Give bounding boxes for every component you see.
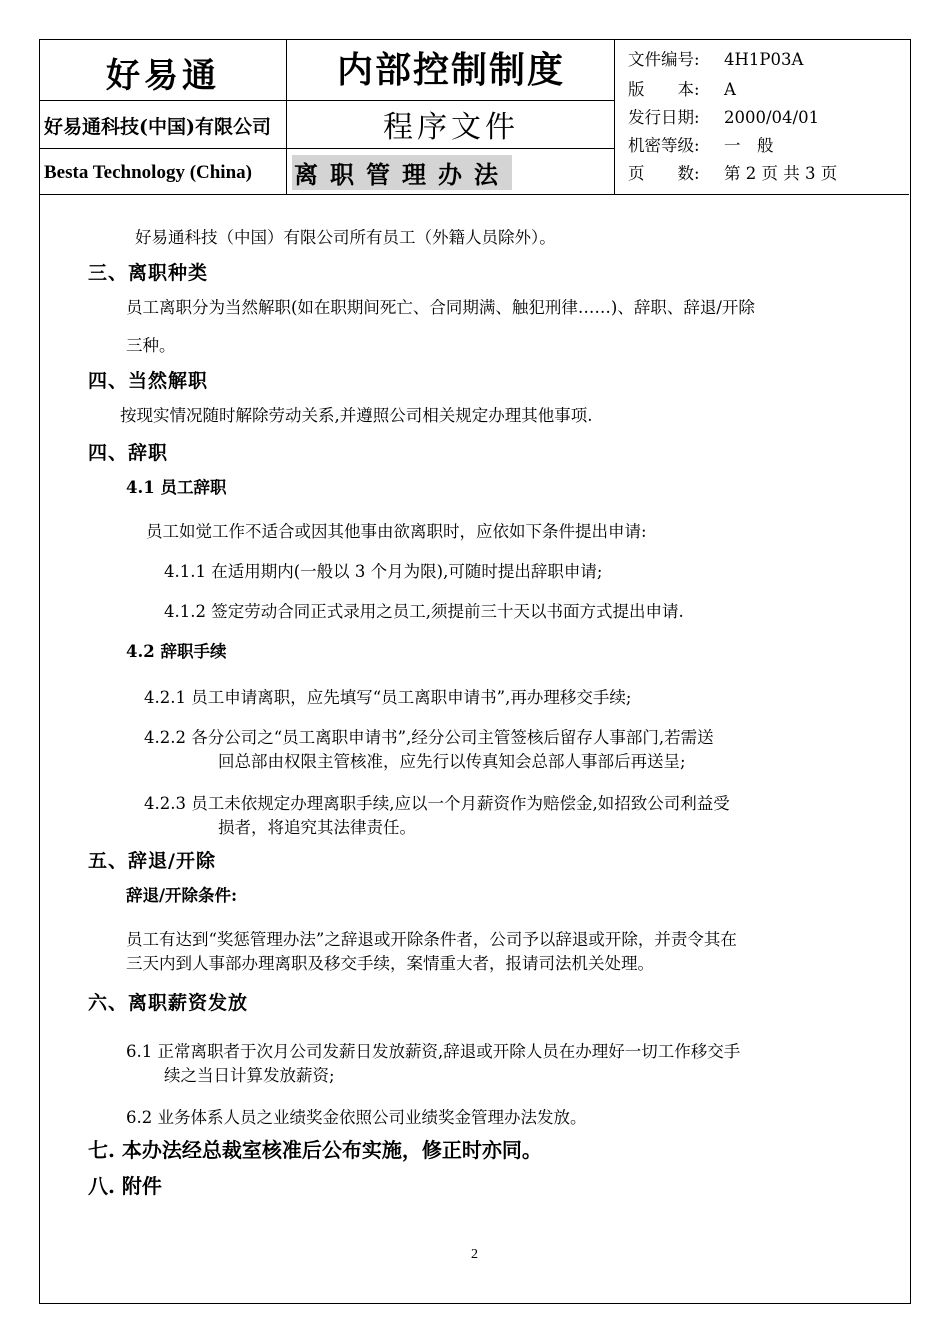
section-heading: 七. 本办法经总裁室核准后公布实施，修正时亦同。	[88, 1138, 542, 1162]
meta-confidentiality: 机密等级: 一 般	[628, 136, 774, 155]
subsection-heading: 辞退/开除条件:	[126, 886, 238, 905]
list-item-continuation: 回总部由权限主管核准，应先行以传真知会总部人事部后再送呈;	[218, 752, 686, 771]
header-divider	[614, 40, 615, 194]
section-heading: 六、离职薪资发放	[88, 992, 249, 1014]
list-item: 4.1.1 在适用期内(一般以 3 个月为限),可随时提出辞职申请;	[164, 562, 603, 581]
header-rule	[40, 100, 286, 101]
section-heading: 五、辞退/开除	[88, 850, 216, 872]
document-category-title: 内部控制制度	[336, 49, 565, 91]
header-rule	[40, 148, 286, 149]
brand-logo-text: 好易通	[106, 56, 220, 96]
scope-line: 好易通科技（中国）有限公司所有员工（外籍人员除外）。	[135, 228, 556, 247]
subsection-heading: 4.2 辞职手续	[126, 642, 227, 661]
header-rule	[286, 148, 614, 149]
list-item: 4.2.2 各分公司之“员工离职申请书”,经分公司主管签核后留存人事部门,若需送	[144, 728, 714, 747]
document-header	[40, 40, 909, 195]
document-name: 离职管理办法	[292, 155, 512, 190]
list-item: 4.2.1 员工申请离职，应先填写“员工离职申请书”,再办理移交手续;	[144, 688, 632, 707]
paragraph: 员工离职分为当然解职(如在职期间死亡、合同期满、触犯刑律……)、辞职、辞退/开除	[126, 298, 755, 317]
section-heading: 四、当然解职	[88, 370, 209, 392]
document-frame	[39, 39, 911, 1304]
header-rule	[286, 100, 614, 101]
document-type: 程序文件	[383, 110, 519, 145]
meta-issue-date: 发行日期: 2000/04/01	[628, 108, 820, 127]
list-item: 4.1.2 签定劳动合同正式录用之员工,须提前三十天以书面方式提出申请.	[164, 602, 684, 621]
section-heading: 三、离职种类	[88, 262, 209, 284]
meta-version: 版 本: A	[628, 80, 736, 99]
paragraph: 按现实情况随时解除劳动关系,并遵照公司相关规定办理其他事项.	[120, 406, 593, 425]
meta-page-count: 页 数: 第 2 页 共 3 页	[628, 164, 838, 183]
list-item: 6.1 正常离职者于次月公司发薪日发放薪资,辞退或开除人员在办理好一切工作移交手	[126, 1042, 741, 1061]
company-name-en: Besta Technology (China)	[44, 162, 252, 183]
section-heading: 四、辞职	[88, 442, 169, 464]
list-item-continuation: 损者，将追究其法律责任。	[218, 818, 416, 837]
paragraph: 员工如觉工作不适合或因其他事由欲离职时，应依如下条件提出申请:	[146, 522, 647, 541]
paragraph: 三种。	[126, 336, 176, 355]
header-divider	[286, 40, 287, 194]
paragraph: 员工有达到“奖惩管理办法”之辞退或开除条件者，公司予以辞退或开除，并责令其在	[126, 930, 737, 949]
list-item: 6.2 业务体系人员之业绩奖金依照公司业绩奖金管理办法发放。	[126, 1108, 587, 1127]
meta-doc-number: 文件编号: 4H1P03A	[628, 50, 804, 69]
list-item: 4.2.3 员工未依规定办理离职手续,应以一个月薪资作为赔偿金,如招致公司利益受	[144, 794, 730, 813]
paragraph: 三天内到人事部办理离职及移交手续，案情重大者，报请司法机关处理。	[126, 954, 654, 973]
section-heading: 八. 附件	[88, 1174, 162, 1198]
subsection-heading: 4.1 员工辞职	[126, 478, 227, 497]
page-number: 2	[471, 1247, 478, 1262]
company-name-cn: 好易通科技(中国)有限公司	[44, 116, 271, 138]
list-item-continuation: 续之当日计算发放薪资;	[164, 1066, 335, 1085]
